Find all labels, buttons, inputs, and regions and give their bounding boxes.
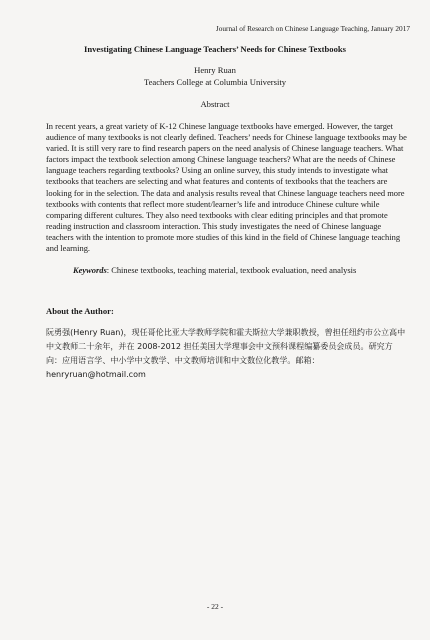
abstract-body: In recent years, a great variety of K-12 Chinese language textbooks have emerged. However, the target audience of many textbooks is not clearly defined. Teachers’ needs for Chinese language textbooks may be varied. It is still very rare to find research papers on the need analysis of Chinese language teachers. What factors impact the textbook selection among Chinese language teachers? What are the needs of Chinese language teachers regarding textbooks? Using an online survey, this study intends to investigate what textbooks that teachers are selecting and what features and contents of textbooks that the teachers are looking for in the selection. The data and analysis results reveal that Chinese language teachers need more textbooks with contents that reflect more student/learner’s life and introduce Chinese culture while comparing different cultures. They also need textbooks with clear editing principles and that promote reading instruction and classroom interaction. This study investigates the need of Chinese language teachers with the intention to promote more studies of this kind in the field of Chinese language teaching and learning. (46, 121, 407, 254)
keywords-label: Keywords (73, 265, 107, 275)
page-number: - 22 - (206, 602, 224, 611)
paper-title: Investigating Chinese Language Teachers’ Needs for Chinese Textbooks (83, 44, 347, 54)
author-affiliation: Teachers College at Columbia University (143, 77, 287, 87)
abstract-heading: Abstract (200, 99, 230, 109)
about-author-body: 阮勇强(Henry Ruan)，现任哥伦比亚大学教师学院和霍夫斯拉大学兼职教授，曾担任纽约市公立高中中文教师二十余年，并在 2008-2012 担任美国大学理事会中文预科课程编纂委员会成员。研究方向：应用语言学、中小学中文教学、中文教师培训和中文数位化教学。邮箱：henryruan@hotmail.com (46, 328, 406, 379)
author-name: Henry Ruan (194, 65, 236, 75)
running-header: Journal of Research on Chinese Language Teaching, January 2017 (215, 24, 410, 33)
keywords-line (73, 265, 413, 276)
about-author-heading: About the Author: (46, 306, 114, 316)
keywords-text: : Chinese textbooks, teaching material, textbook evaluation, need analysis (106, 265, 357, 275)
